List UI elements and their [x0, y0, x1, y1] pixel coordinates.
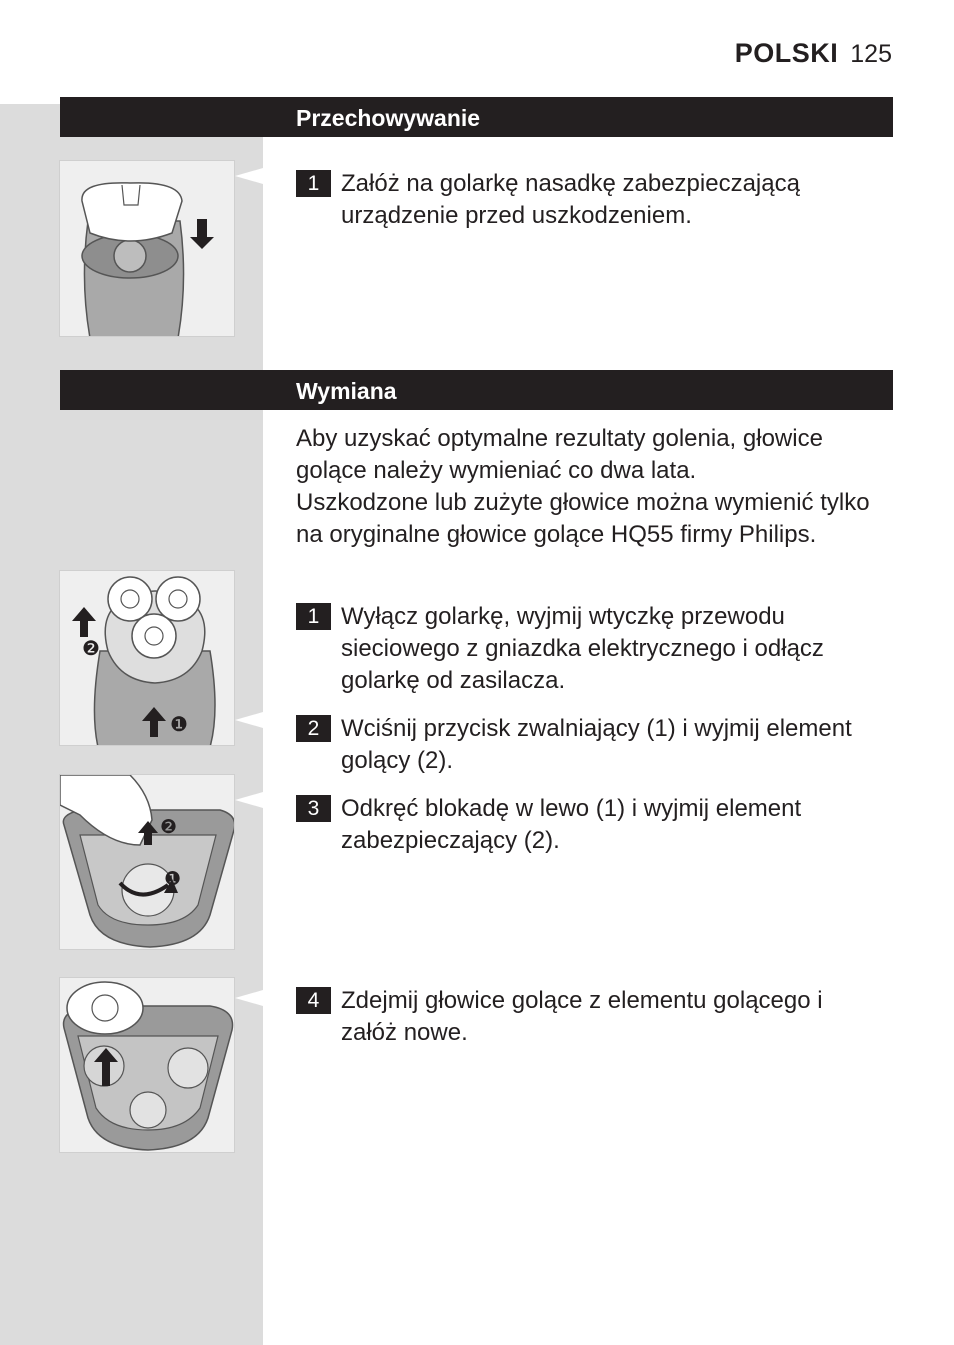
figure-pointer [235, 168, 263, 184]
language-label: POLSKI [734, 38, 839, 68]
callout-1: ❶ [164, 868, 182, 890]
step-number-badge: 1 [296, 603, 331, 630]
step-number-badge: 1 [296, 170, 331, 197]
figure-pointer [235, 990, 263, 1006]
step-text: Załóż na golarkę nasadkę zabezpieczającą urządzenie przed uszkodzeniem. [341, 170, 800, 229]
replacement-step-2 [296, 713, 876, 777]
step-number-badge: 3 [296, 795, 331, 822]
section-heading-storage: Przechowywanie [60, 97, 893, 137]
page-header [735, 38, 892, 69]
figure-pointer [235, 712, 263, 728]
intro-paragraph-2: Uszkodzone lub zużyte głowice można wymienić tylko na oryginalne głowice golące HQ55 firmy Philips. [296, 489, 870, 548]
callout-2: ❷ [82, 636, 100, 660]
replacement-step-1 [296, 601, 876, 697]
replacement-step-4 [296, 985, 876, 1049]
step-text: Wciśnij przycisk zwalniający (1) i wyjmij element golący (2). [341, 715, 852, 774]
figure-protection-cap [59, 160, 235, 337]
replacement-step-3 [296, 793, 876, 857]
section-heading-replacement: Wymiana [60, 370, 893, 410]
callout-2: ❷ [160, 816, 178, 838]
callout-1: ❶ [170, 712, 188, 736]
figure-pointer [235, 792, 263, 808]
figure-remove-shaving-heads [59, 977, 235, 1153]
step-number-badge: 4 [296, 987, 331, 1014]
figure-unlock-retaining-frame [59, 774, 235, 950]
page-number: 125 [850, 40, 892, 68]
step-text: Wyłącz golarkę, wyjmij wtyczkę przewodu sieciowego z gniazdka elektrycznego i odłącz golarkę od zasilacza. [341, 603, 824, 694]
step-text: Odkręć blokadę w lewo (1) i wyjmij element zabezpieczający (2). [341, 795, 802, 854]
step-text: Zdejmij głowice golące z elementu golącego i załóż nowe. [341, 987, 823, 1046]
storage-step-1 [296, 168, 876, 232]
figure-release-unit [59, 570, 235, 746]
intro-paragraph-1: Aby uzyskać optymalne rezultaty golenia, głowice golące należy wymieniać co dwa lata. [296, 425, 823, 484]
step-number-badge: 2 [296, 715, 331, 742]
